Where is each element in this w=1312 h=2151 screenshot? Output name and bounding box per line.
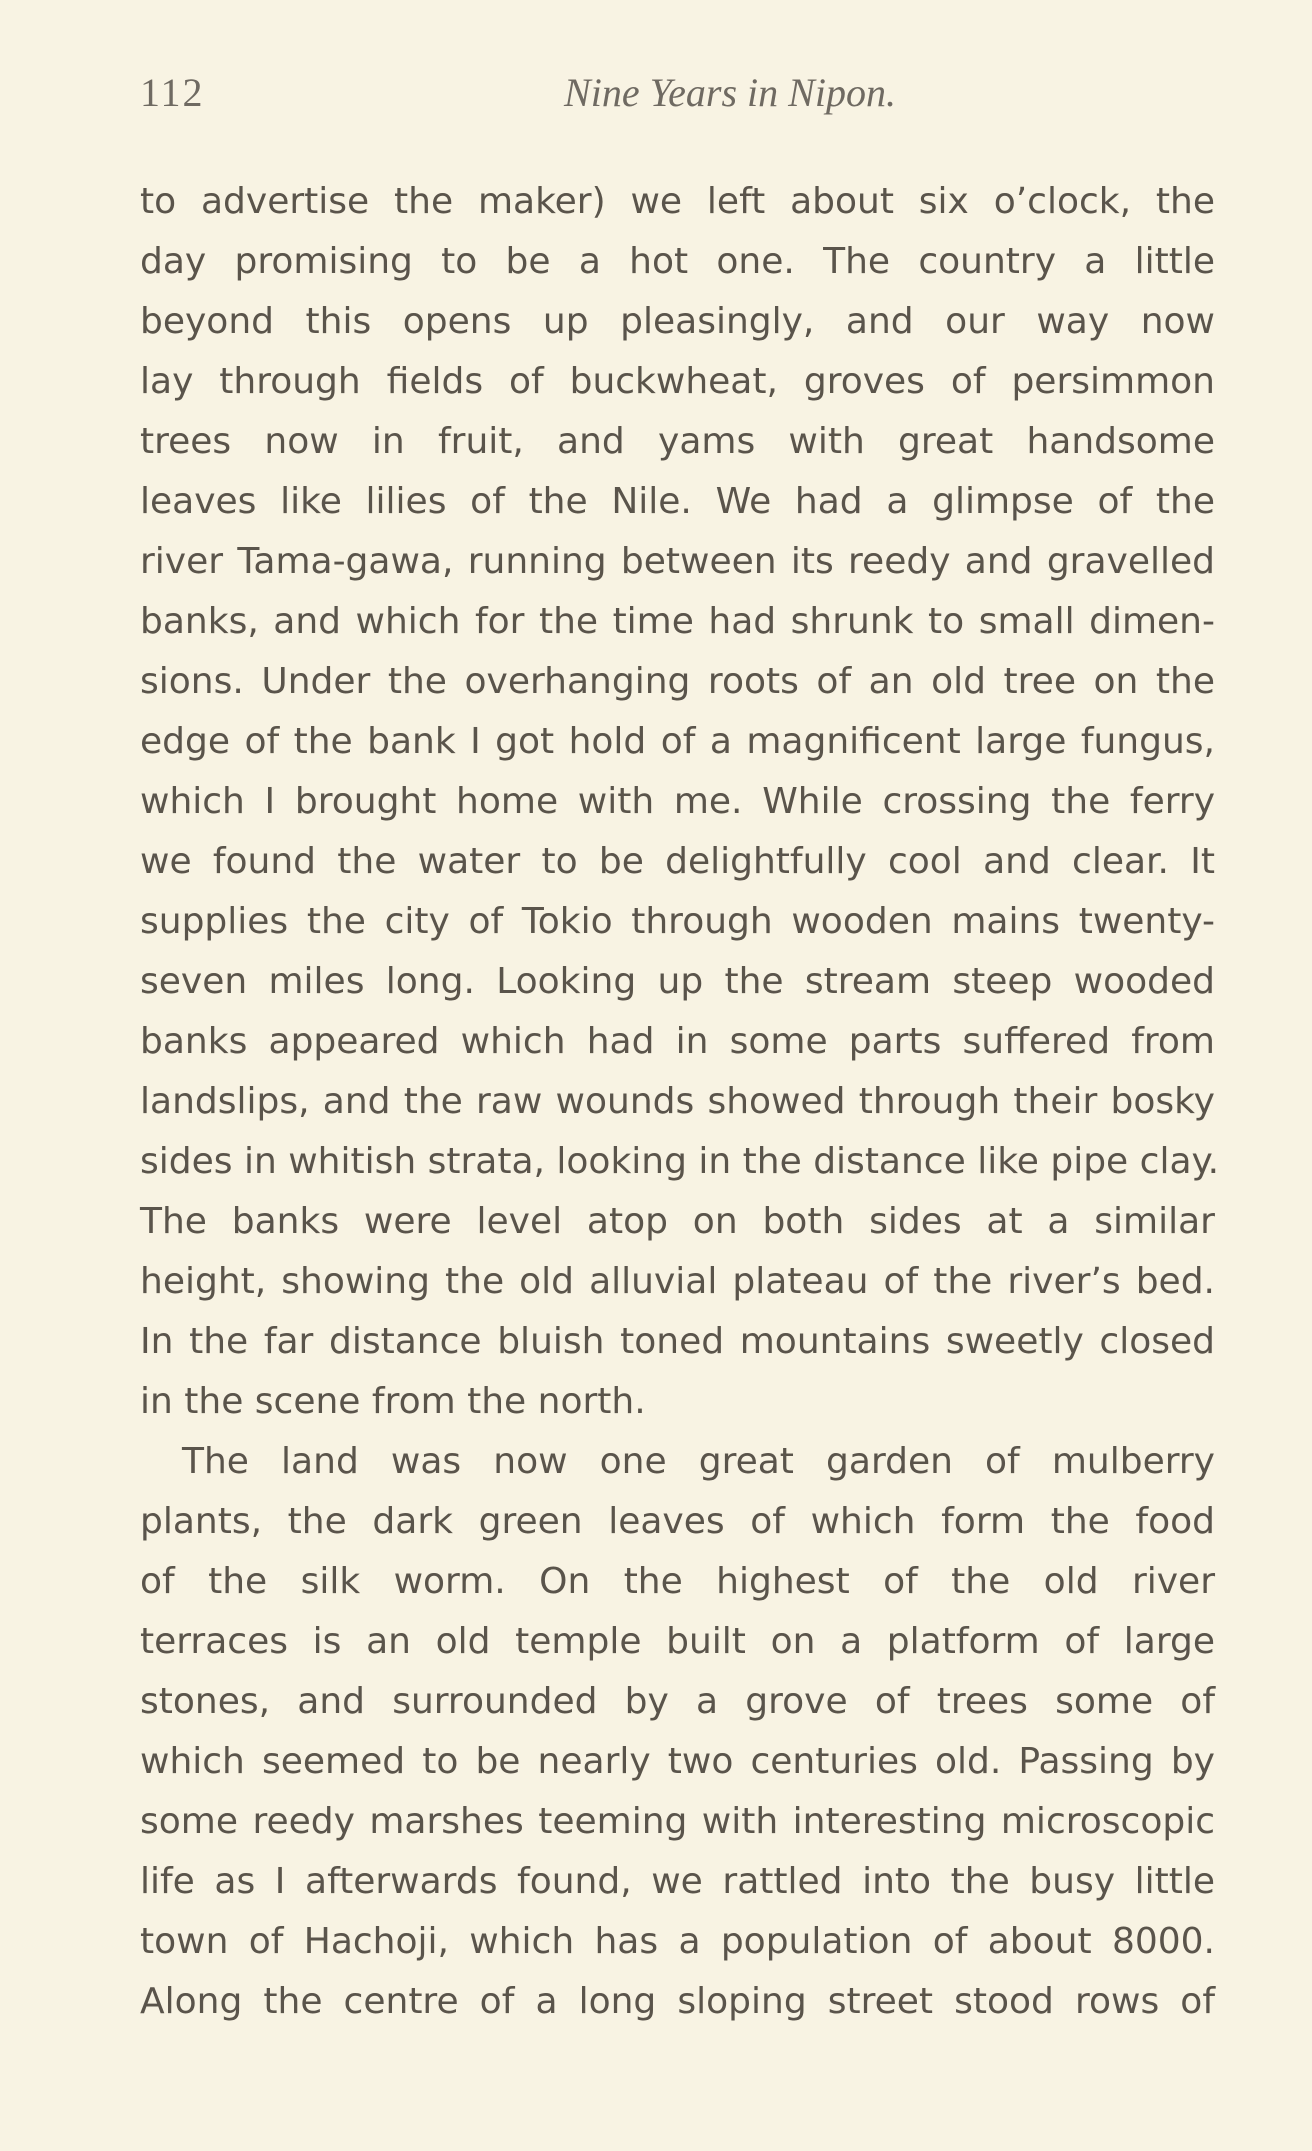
running-title: Nine Years in Nipon.: [564, 70, 896, 115]
text-line: edge of the bank I got hold of a magnificent large fungus,: [140, 721, 1215, 762]
text-line: which seemed to be nearly two centuries old. Passing by: [140, 1741, 1215, 1782]
body-text: [140, 172, 1220, 2032]
text-line: height, showing the old alluvial plateau of the river’s bed.: [140, 1261, 1215, 1302]
text-line: The land was now one great garden of mulberry: [182, 1441, 1215, 1482]
paragraph: [140, 1432, 1215, 2032]
text-line: landslips, and the raw wounds showed through their bosky: [140, 1081, 1215, 1122]
text-line: some reedy marshes teeming with interesting microscopic: [140, 1801, 1215, 1842]
text-line: trees now in fruit, and yams with great handsome: [140, 421, 1215, 462]
text-line: river Tama-gawa, running between its reedy and gravelled: [140, 541, 1215, 582]
text-line: day promising to be a hot one. The country a little: [140, 241, 1215, 282]
text-line: The banks were level atop on both sides at a similar: [140, 1201, 1215, 1242]
text-line: to advertise the maker) we left about six o’clock, the: [140, 181, 1215, 222]
text-line: sions. Under the overhanging roots of an old tree on the: [140, 661, 1215, 702]
text-line: banks appeared which had in some parts suffered from: [140, 1021, 1215, 1062]
text-line: beyond this opens up pleasingly, and our way now: [140, 301, 1215, 342]
text-line: leaves like lilies of the Nile. We had a glimpse of the: [140, 481, 1215, 522]
text-line: supplies the city of Tokio through wooden mains twenty-: [140, 901, 1215, 942]
paragraph: [140, 172, 1220, 1432]
running-head: [140, 68, 1220, 118]
text-line: life as I afterwards found, we rattled into the busy little: [140, 1861, 1215, 1902]
text-line: in the scene from the north.: [140, 1381, 646, 1422]
text-line: sides in whitish strata, looking in the distance like pipe clay.: [140, 1141, 1220, 1182]
page-number: 112: [140, 70, 205, 115]
text-line: plants, the dark green leaves of which form the food: [140, 1501, 1215, 1542]
text-line: In the far distance bluish toned mountains sweetly closed: [140, 1321, 1215, 1362]
text-line: of the silk worm. On the highest of the old river: [140, 1561, 1215, 1602]
text-line: stones, and surrounded by a grove of trees some of: [140, 1681, 1215, 1722]
text-line: lay through fields of buckwheat, groves of persimmon: [140, 361, 1215, 402]
text-line: which I brought home with me. While crossing the ferry: [140, 781, 1215, 822]
text-line: terraces is an old temple built on a platform of large: [140, 1621, 1215, 1662]
text-line: town of Hachoji, which has a population of about 8000.: [140, 1921, 1215, 1962]
text-line: we found the water to be delightfully cool and clear. It: [140, 841, 1215, 882]
text-line: Along the centre of a long sloping street stood rows of: [140, 1981, 1215, 2022]
text-line: banks, and which for the time had shrunk to small dimen-: [140, 601, 1215, 642]
text-line: seven miles long. Looking up the stream steep wooded: [140, 961, 1215, 1002]
